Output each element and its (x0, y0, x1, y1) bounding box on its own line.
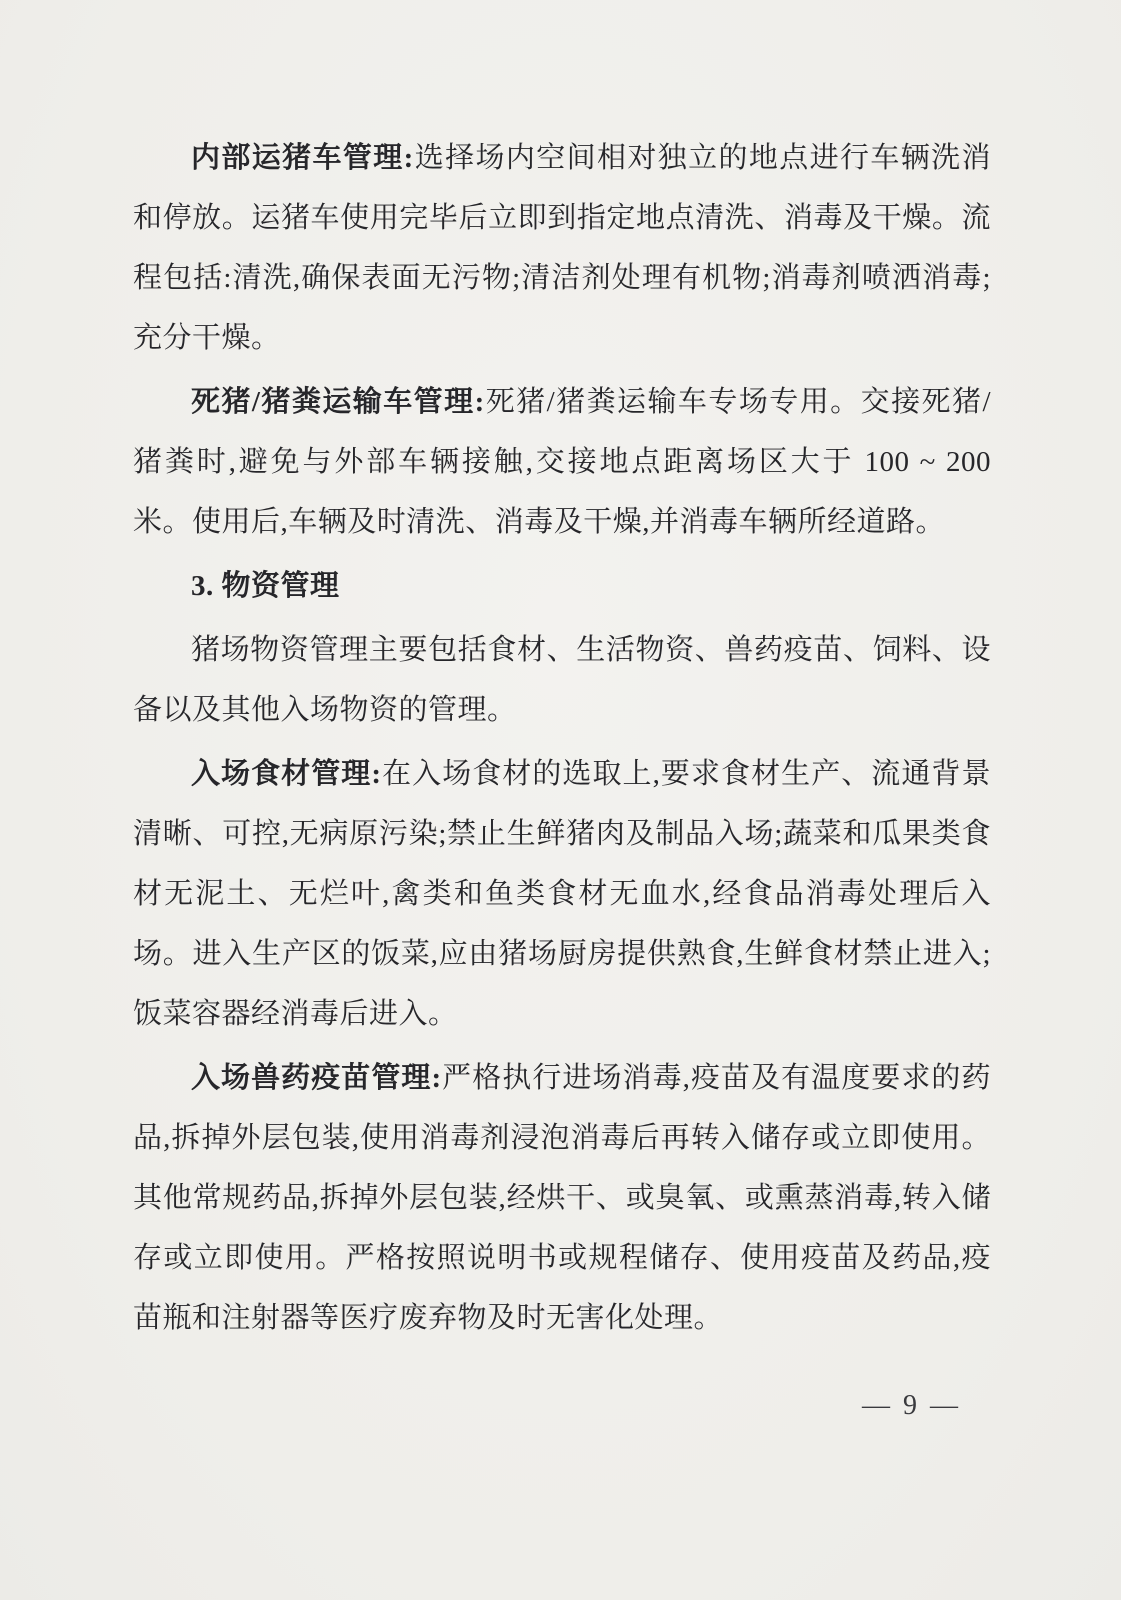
paragraph-bold-label: 死猪/猪粪运输车管理: (191, 386, 485, 418)
paragraph-incoming-veterinary-vaccine-management (133, 1048, 991, 1348)
paragraph-text: 猪场物资管理主要包括食材、生活物资、兽药疫苗、饲料、设备以及其他入场物资的管理。 (133, 634, 991, 726)
paragraph-bold-label: 入场食材管理: (191, 758, 382, 790)
page-number: — 9 — (862, 1390, 961, 1421)
paragraph-materials-overview (133, 620, 991, 740)
section-heading-materials-management: 3. 物资管理 (191, 570, 340, 602)
paragraph-text: 在入场食材的选取上,要求食材生产、流通背景清晰、可控,无病原污染;禁止生鲜猪肉及制品入场;蔬菜和瓜果类食材无泥土、无烂叶,禽类和鱼类食材无血水,经食品消毒处理后入场。进入生产区的饭菜,应由猪场厨房提供熟食,生鲜食材禁止进入;饭菜容器经消毒后进入。 (133, 758, 991, 1030)
paragraph-bold-label: 内部运猪车管理: (191, 142, 414, 174)
page-content (133, 128, 991, 1352)
paragraph-text: 严格执行进场消毒,疫苗及有温度要求的药品,拆掉外层包装,使用消毒剂浸泡消毒后再转入储存或立即使用。其他常规药品,拆掉外层包装,经烘干、或臭氧、或熏蒸消毒,转入储存或立即使用。严格按照说明书或规程储存、使用疫苗及药品,疫苗瓶和注射器等医疗废弃物及时无害化处理。 (133, 1062, 991, 1334)
paragraph-internal-pig-truck-management (133, 128, 991, 368)
paragraph-bold-label: 入场兽药疫苗管理: (191, 1062, 442, 1094)
paragraph-text: 死猪/猪粪运输车专场专用。交接死猪/猪粪时,避免与外部车辆接触,交接地点距离场区大于 100 ~ 200 米。使用后,车辆及时清洗、消毒及干燥,并消毒车辆所经道路。 (133, 386, 992, 538)
paragraph-incoming-food-management (133, 744, 991, 1044)
paragraph-text: 选择场内空间相对独立的地点进行车辆洗消和停放。运猪车使用完毕后立即到指定地点清洗、消毒及干燥。流程包括:清洗,确保表面无污物;清洁剂处理有机物;消毒剂喷洒消毒;充分干燥。 (133, 142, 991, 354)
paragraph-dead-pig-manure-truck-management (133, 372, 991, 552)
